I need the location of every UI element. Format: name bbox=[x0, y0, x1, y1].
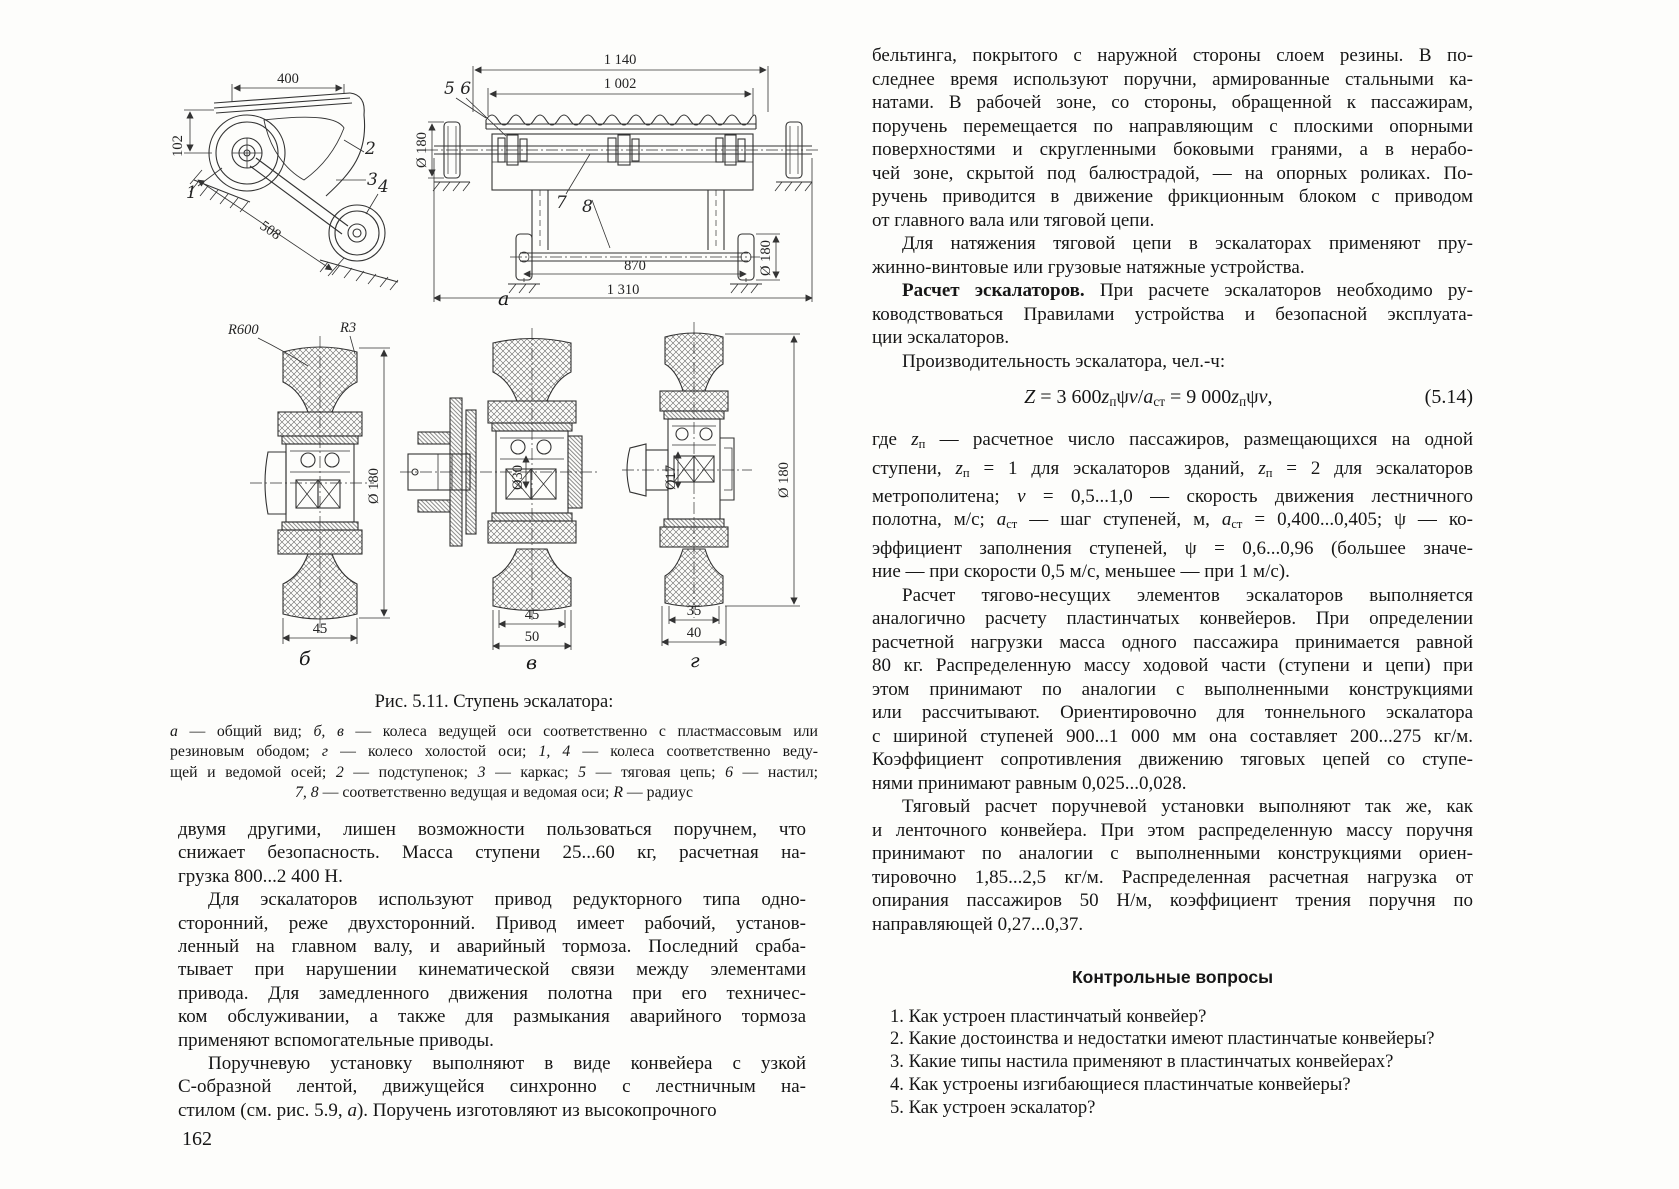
paragraph: где $z_п$ — расчетное число пассажиров, размещающихся на одной ступени, $z_п = 1$ для эскалаторов зданий, $z_п = 2$ для эскалаторов метрополитена; v = 0,5...1,0 — скорость движения лестничного полотна, м/с; $a_{ст}$ — шаг ступеней, м, $a_{ст} = 0,400...0,405$; ψ — ко- эффициент заполнения ступеней, ψ = 0,6...0,96 (большее значе- ние — при скорости 0,5 м/с, меньшее — при 1 м/с). bbox=[872, 429, 1473, 583]
drawing-wheel-driving-plastic bbox=[222, 302, 407, 657]
dim-45-b: 45 bbox=[312, 621, 328, 637]
dim-50-v: 50 bbox=[524, 629, 540, 645]
dim-1310: 1 310 bbox=[606, 282, 640, 298]
paragraph: Расчет тягово-несущих элементов эскалаторов выполняется аналогично расчету пластинчатых конвейеров. При определении расчетной нагрузки масса одного пассажира принимается равной 80 кг. Распределенную массу ходовой части (ступени и цепи) при этом принимают по аналогии с выполненными конструкциями или рассчитывают. Ориентировочно для тоннельного эскалатора с шириной ступеней 900...1 000 мм она составляет 200...275 кг/м. Коэффициент сопротивления движению тяговых цепей со ступе- нями принимают равным 0,025...0,028. bbox=[872, 584, 1473, 794]
dim-102: 102 bbox=[170, 135, 186, 157]
part-label-5-6: 5 6 bbox=[444, 79, 472, 99]
dim-r600: R600 bbox=[228, 322, 259, 338]
drawing-wheel-driving-rubber bbox=[398, 306, 650, 654]
page-number: 162 bbox=[182, 1128, 212, 1150]
paragraph: Для натяжения тяговой цепи в эскалаторах применяют пру- жинно-винтовые или грузовые натяжные устройства. bbox=[872, 233, 1473, 278]
figure-caption-title: Рис. 5.11. Ступень эскалатора: bbox=[374, 692, 614, 712]
part-label-8: 8 bbox=[582, 197, 593, 217]
dim-1140: 1 140 bbox=[603, 52, 637, 68]
part-label-4: 4 bbox=[378, 177, 389, 197]
right-column bbox=[872, 44, 1473, 1120]
drawing-step-front-view bbox=[414, 42, 825, 312]
paragraph: двумя другими, лишен возможности пользоваться поручнем, что снижает безопасность. Масса ступени 25...60 кг, расчетная на- грузка 800...2 400 Н. bbox=[178, 819, 806, 887]
dim-45-v: 45 bbox=[524, 607, 540, 623]
dim-dia-180-g: Ø 180 bbox=[776, 462, 792, 498]
formula-number: (5.14) bbox=[1424, 386, 1473, 408]
drawing-step-side-view bbox=[168, 58, 408, 308]
dim-dia-180-b: Ø 180 bbox=[366, 468, 382, 504]
figure-caption-legend: а — общий вид; б, в — колеса ведущей оси соответственно с пластмассовым или резиновым ободом; г — колесо холостой оси; 1, 4 — колеса соответственно веду- щей и ведомой осей; 2 — подступенок; 3 — каркас; 5 — тяговая цепь; 6 — настил; 7, 8 — соответственно ведущая и ведомая оси; R — радиус bbox=[170, 723, 819, 802]
dim-r3: R3 bbox=[340, 320, 357, 336]
drawing-wheel-idle-axle bbox=[622, 298, 837, 654]
dim-dia-17: Ø17 bbox=[663, 465, 679, 490]
dim-dia-left: Ø 180 bbox=[414, 132, 430, 168]
paragraph: бельтинга, покрытого с наружной стороны слоем резины. В по- следнее время используют поручни, армированные стальными ка- натами. В рабочей зоне, со стороны, обращенной к пассажирам, поручень перемещается по направляющим с плоскими опорными поверхностями и скругленными боковыми гранями, а в нерабо- чей зоне, скрытой под балюстрадой, — на опорных роликах. По- ручень приводится в движение фрикционным блоком с приводом от главного вала или тяговой цепи. bbox=[872, 45, 1473, 231]
part-label-3: 3 bbox=[367, 170, 378, 190]
view-label-g: г bbox=[690, 650, 700, 672]
dim-dia-right: Ø 180 bbox=[758, 240, 774, 276]
figure-caption bbox=[170, 692, 818, 804]
part-label-7: 7 bbox=[556, 193, 567, 213]
view-label-b: б bbox=[299, 648, 311, 670]
left-column bbox=[178, 818, 806, 1122]
dim-dia-30: Ø30 bbox=[510, 465, 526, 490]
paragraph: Для эскалаторов используют привод редукторного типа одно- сторонний, реже двухсторонний. Привод имеет рабочий, установ- ленный на главном валу, и аварийный тормоза. Последний сраба- тывает при нарушении кинематической связи между элементами привода. Для замедленного движения полотна при его техничес- ком обслуживании, а также для размыкания аварийного тормоза применяют вспомогательные приводы. bbox=[178, 889, 806, 1051]
dim-1002: 1 002 bbox=[603, 76, 637, 92]
paragraph: Расчет эскалаторов. При расчете эскалаторов необходимо ру- ководствоваться Правилами устройства и безопасной эксплуата- ции эскалаторов. bbox=[872, 280, 1473, 348]
dim-508: 508 bbox=[256, 217, 284, 244]
paragraph: Тяговый расчет поручневой установки выполняют так же, как и ленточного конвейера. При этом распределенную массу поручня принимают по аналогии с выполненными конструкциями ориен- тировочно 1,85...2,5 кг/м. Распределенная расчетная нагрузка от опирания пассажиров 50 Н/м, коэффициент трения поручня по направляющей 0,27...0,37. bbox=[872, 796, 1473, 935]
part-label-2: 2 bbox=[365, 139, 376, 159]
formula-5-14 bbox=[872, 386, 1473, 413]
view-label-a: а bbox=[498, 288, 510, 310]
dim-400: 400 bbox=[277, 71, 299, 87]
paragraph: Производительность эскалатора, чел.-ч: bbox=[902, 350, 1226, 372]
paragraph: Поручневую установку выполняют в виде конвейера с узкой С-образной лентой, движущейся синхронно с лестничным на- стилом (см. рис. 5.9, а). Поручень изготовляют из высокопрочного bbox=[178, 1053, 806, 1121]
questions-heading: Контрольные вопросы bbox=[1071, 967, 1274, 988]
formula-expression: Z = 3 $600z_п\psi v/a_{ст} = 9$ $000z_п\psi v$, bbox=[1024, 386, 1273, 409]
dim-35-g: 35 bbox=[686, 603, 702, 619]
view-label-v: в bbox=[526, 652, 538, 674]
questions-list: 1. Как устроен пластинчатый конвейер? 2. Какие достоинства и недостатки имеют пластинчатые конвейеры? 3. Какие типы настила применяют в пластинчатых конвейерах? 4. Как устроены изгибающиеся пластинчатые конвейеры? 5. Как устроен эскалатор? bbox=[890, 1005, 1435, 1118]
dim-40-g: 40 bbox=[686, 625, 702, 641]
dim-870: 870 bbox=[624, 258, 646, 274]
part-label-1: 1 bbox=[186, 183, 197, 203]
